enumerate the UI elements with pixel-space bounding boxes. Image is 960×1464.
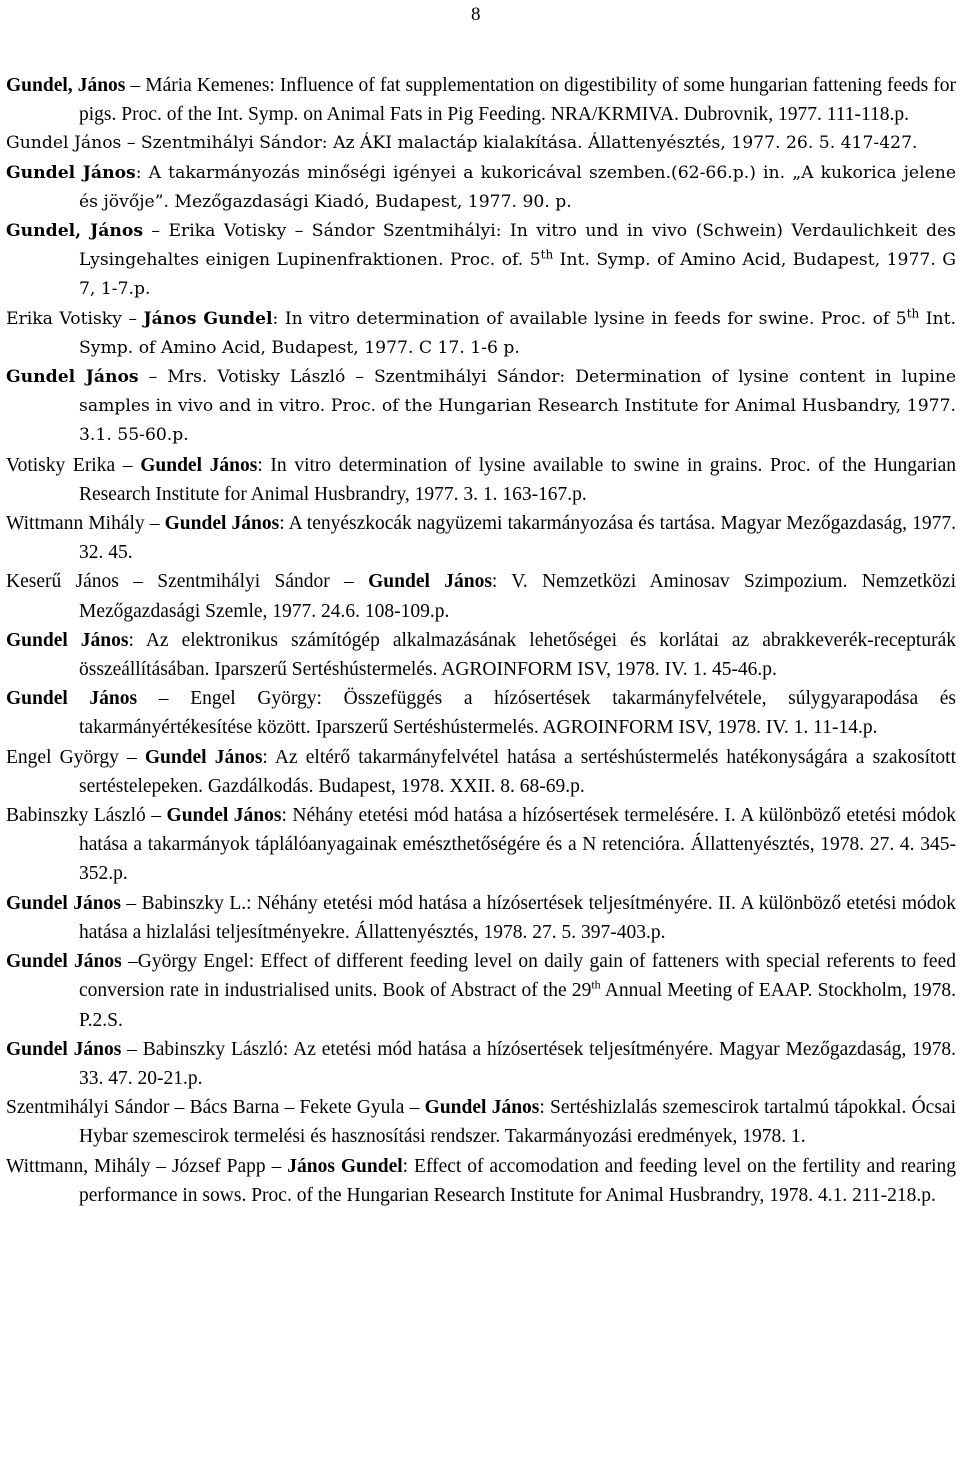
reference-entry (6, 159, 956, 217)
reference-text: Int. Symp. of Amino Acid, Budapest, 1977. C 17. 1-6 p. (79, 308, 956, 358)
reference-text: Szentmihályi Sándor – Bács Barna – Fekete Gyula – (6, 1097, 425, 1119)
author-name-bold: Gundel János (6, 951, 122, 973)
reference-text: Gundel János – Szentmihályi Sándor: Az ÁKI malactáp kialakítása. Állattenyésztés, 1977. 26. 5. 417-427. (6, 133, 918, 154)
author-name-bold: Gundel János (140, 454, 258, 476)
reference-entry (6, 509, 956, 567)
author-name-bold: Gundel János (6, 162, 136, 183)
reference-text: : V. Nemzetközi Aminosav Szimpozium. Nemzetközi Mezőgazdasági Szemle, 1977. 24.6. 108-109.p. (79, 571, 956, 622)
reference-entry (6, 451, 956, 509)
reference-text: : In vitro determination of lysine available to swine in grains. Proc. of the Hungarian Research Institute for Animal Husbrandry, 1977. 3. 1. 163-167.p. (79, 454, 956, 505)
reference-entry (6, 217, 956, 305)
reference-text: Int. Symp. of Amino Acid, Budapest, 1977. G 7, 1-7.p. (79, 250, 956, 300)
author-name-bold: János Gundel (143, 308, 273, 329)
ordinal-superscript: th (540, 247, 554, 262)
reference-text: Wittmann, Mihály – József Papp – (6, 1155, 288, 1177)
author-name-bold: Gundel János (424, 1097, 540, 1119)
reference-text: – Mária Kemenes: Influence of fat supplementation on digestibility of some hungarian fattening feeds for pigs. Proc. of the Int. Symp. on Animal Fats in Pig Feeding. NRA/KRMIVA. Dubrovnik, 1977. 111-118.p. (79, 75, 956, 126)
author-name-bold: Gundel János (144, 746, 263, 768)
ordinal-superscript: th (906, 305, 920, 320)
reference-text: – Engel György: Összefüggés a hízósertések takarmányfelvétele, súlygyarapodása és takarmányértékesítése között. Iparszerű Sertéshústermelés. AGROINFORM ISV, 1978. IV. 1. 11-14.p. (79, 688, 956, 739)
reference-entry (6, 743, 956, 801)
reference-text: – Erika Votisky – Sándor Szentmihályi: In vitro und in vivo (Schwein) Verdaulichkeit des Lysingehaltes einigen Lupinenfraktionen. Proc. of. 5 (79, 221, 956, 271)
reference-entry (6, 71, 956, 129)
ordinal-superscript: th (591, 977, 601, 992)
reference-entry (6, 684, 956, 742)
reference-text: – Babinszky L.: Néhány etetési mód hatása a hízósertések teljesítményére. II. A különböző etetési módok hatása a hizlalási teljesítményekre. Állattenyésztés, 1978. 27. 5. 397-403.p. (79, 892, 956, 943)
reference-text: : Az elektronikus számítógép alkalmazásának lehetőségei és korlátai az abrakkeverék-recepturák összeállításában. Iparszerű Sertéshústermelés. AGROINFORM ISV, 1978. IV. 1. 45-46.p. (79, 629, 956, 681)
reference-text: : In vitro determination of available lysine in feeds for swine. Proc. of 5 (272, 308, 907, 329)
reference-entry (6, 626, 956, 684)
reference-entry (6, 801, 956, 889)
author-name-bold: Gundel János (368, 571, 492, 593)
reference-text: – Mrs. Votisky László – Szentmihályi Sándor: Determination of lysine content in lupine samples in vivo and in vitro. Proc. of the Hungarian Research Institute for Animal Husbandry, 1977. 3.1. 55-60.p. (79, 367, 956, 446)
author-name-bold: Gundel, János (6, 75, 126, 96)
author-name-bold: Gundel János (6, 367, 139, 388)
reference-text: : Sertéshizlalás szemescirok tartalmú tápokkal. Ócsai Hybar szemescirok termelési és hasznosítási rendszer. Takarmányozási eredmények, 1978. 1. (79, 1097, 956, 1148)
author-name-bold: Gundel János (164, 513, 280, 535)
reference-entry (6, 1035, 956, 1093)
reference-text: : Néhány etetési mód hatása a hízósertések termelésére. I. A különböző etetési módok hatása a takarmányok táplálóanyagainak emészthetőségére és a N retencióra. Állattenyésztés, 1978. 27. 4. 345-352.p. (79, 805, 956, 885)
author-name-bold: Gundel János (166, 805, 282, 827)
reference-entry (6, 889, 956, 947)
reference-entry (6, 567, 956, 625)
reference-entry (6, 1093, 956, 1151)
reference-text: : Effect of accomodation and feeding level on the fertility and rearing performance in sows. Proc. of the Hungarian Research Institute for Animal Husbrandry, 1978. 4.1. 211-218.p. (79, 1155, 956, 1206)
reference-text: Keserű János – Szentmihályi Sándor – (6, 571, 369, 593)
reference-text: Erika Votisky – (6, 308, 144, 329)
reference-list (6, 71, 956, 1210)
reference-text: Votisky Erika – (6, 454, 141, 476)
reference-entry (6, 363, 956, 451)
reference-text: : A tenyészkocák nagyüzemi takarmányozása és tartása. Magyar Mezőgazdaság, 1977. 32. 45. (79, 513, 956, 564)
reference-entry (6, 305, 956, 363)
reference-text: – Babinszky László: Az etetési mód hatása a hízósertések teljesítményére. Magyar Mezőgazdaság, 1978. 33. 47. 20-21.p. (79, 1038, 956, 1089)
author-name-bold: Gundel János (6, 688, 138, 710)
author-name-bold: János Gundel (287, 1155, 403, 1177)
reference-text: Babinszky László – (6, 805, 167, 827)
author-name-bold: Gundel János (6, 1038, 122, 1060)
page-number: 8 (471, 4, 481, 25)
reference-text: Wittmann Mihály – (6, 513, 165, 535)
reference-text: : A takarmányozás minőségi igényei a kukoricával szemben.(62-66.p.) in. „A kukorica jelene és jövője”. Mezőgazdasági Kiadó, Budapest, 1977. 90. p. (79, 162, 957, 212)
reference-text: Annual Meeting of EAAP. Stockholm, 1978. P.2.S. (79, 980, 956, 1031)
author-name-bold: Gundel, János (6, 221, 143, 242)
author-name-bold: Gundel János (6, 892, 121, 914)
reference-entry (6, 1152, 956, 1210)
reference-text: –György Engel: Effect of different feeding level on daily gain of fatteners with special referents to feed conversion rate in industrialised units. Book of Abstract of the 29 (79, 951, 956, 1002)
reference-text: Engel György – (6, 746, 145, 768)
reference-entry (6, 129, 956, 158)
reference-entry (6, 947, 956, 1035)
reference-text: : Az eltérő takarmányfelvétel hatása a sertéshústermelés hatékonyságára a szakosított sertéstelepeken. Gazdálkodás. Budapest, 1978. XXII. 8. 68-69.p. (79, 746, 956, 797)
author-name-bold: Gundel János (6, 629, 129, 651)
